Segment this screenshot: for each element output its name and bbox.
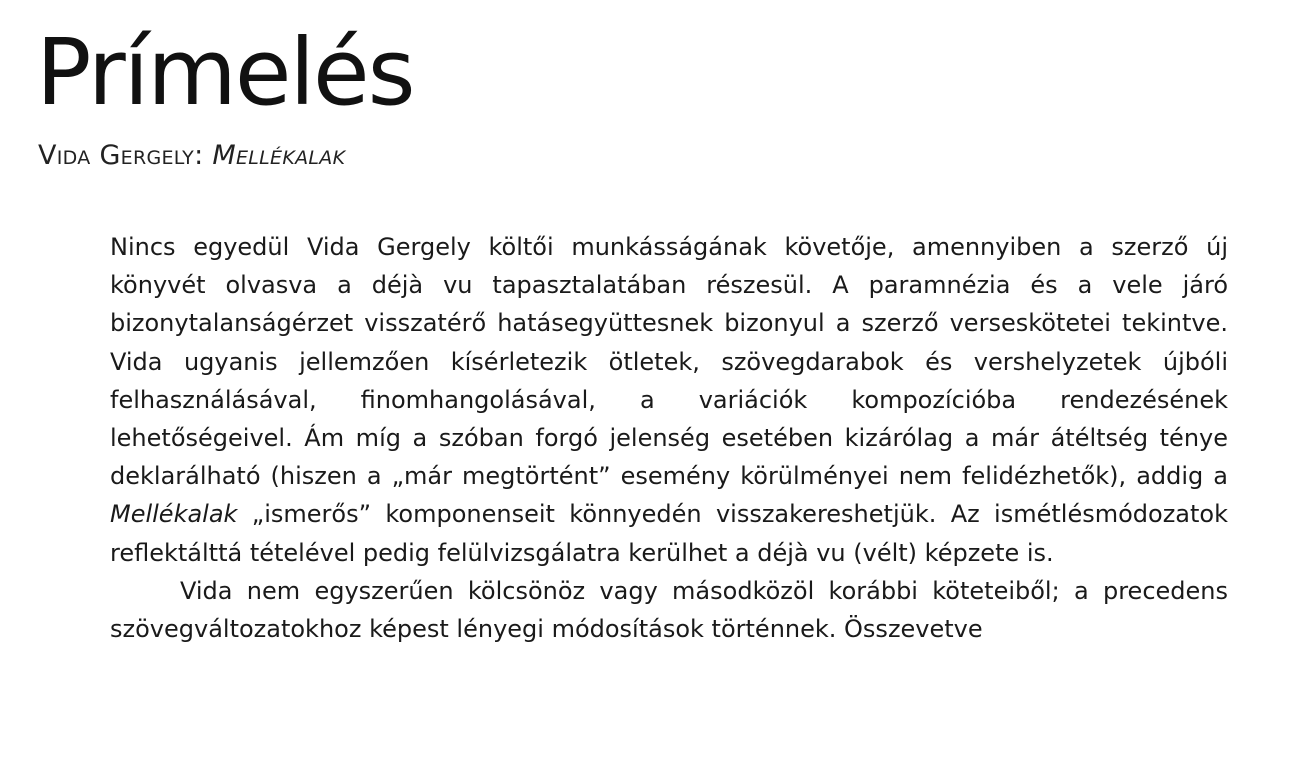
paragraph-1-text-b: „ismerős” komponenseit könnyedén visszakereshetjük. Az ismétlésmódozatok reflektálttá tételével pedig felülvizsgálatra kerülhet a déjà vu (vélt) képzete is. [110, 500, 1228, 567]
book-title-inline: Mellékalak [110, 500, 238, 529]
paragraph-1-text-a: Nincs egyedül Vida Gergely költői munkásságának követője, amennyiben a szerző új könyvét olvasva a déjà vu tapasztalatában részesül. A paramnézia és a vele járó bizonytalanságérzet visszatérő hatásegyüttesnek bizonyul a szerző verseskötetei tekintve. Vida ugyanis jellemzően kísérletezik ötletek, szövegdarabok és vershelyzetek újbóli felhasználásával, finomhangolásával, a variációk kompozícióba rendezésének lehetőségeivel. Ám míg a szóban forgó jelenség esetében kizárólag a már átéltség ténye deklarálható (hiszen a „már megtörtént” esemény körülményei nem felidézhetők), addig a [110, 233, 1228, 491]
paragraph-1 [110, 228, 1228, 572]
article-subtitle [38, 138, 345, 174]
author-name: Vida Gergely: [38, 140, 204, 171]
book-title: Mellékalak [212, 140, 346, 171]
paragraph-2: Vida nem egyszerűen kölcsönöz vagy másodközöl korábbi köteteiből; a precedens szövegváltozatokhoz képest lényegi módosítások történnek. Összevetve [110, 576, 1228, 644]
page-title: Prímelés [36, 19, 414, 126]
article-body [110, 228, 1228, 648]
